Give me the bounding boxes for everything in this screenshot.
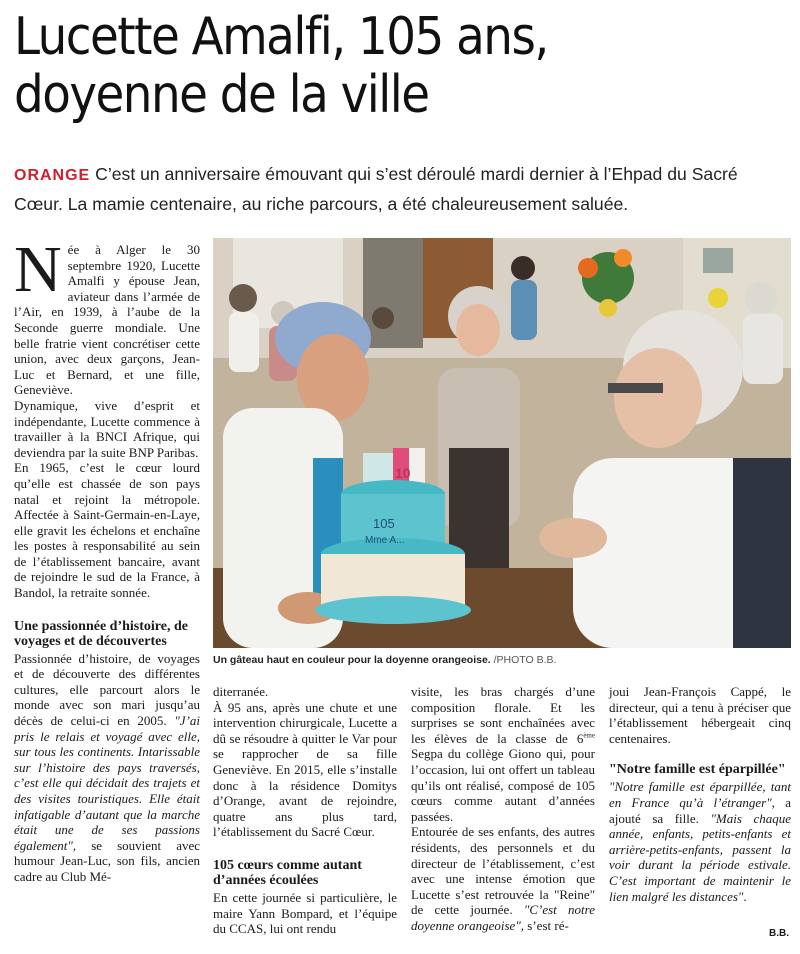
article-column-1 — [14, 233, 201, 885]
cake-name-text: Mme A... — [365, 535, 405, 546]
cake-candle-text: 10 — [395, 465, 411, 481]
paragraph-text: Segpa du collège Giono qui, pour l’occasion, lui ont offert un tableau qu’ils ont réalisé, composé de 105 cœurs comme autant d’années passées. — [411, 746, 595, 824]
article-photo — [213, 238, 791, 648]
paragraph: En cette journée si particulière, le maire Yann Bompard, et l’équipe du CCAS, lui ont rendu — [213, 889, 397, 937]
article-column-4 — [609, 684, 791, 904]
paragraph-text: s’est ré- — [527, 917, 569, 933]
lead-text: C’est un anniversaire émouvant qui s’est déroulé mardi dernier à l’Ehpad du Sacré Cœur. La mamie centenaire, au riche parcours, a été chaleureusement saluée. — [14, 164, 738, 214]
quote-text: "J’ai pris le relais et voyagé avec elle, sur tous les continents. Intarissable sur l’histoire des pays traversés, c’est elle qui décidait des trajets et des visites touristiques. Elle était infatigable d’autant que la marche était une de ses passions également", — [14, 713, 201, 853]
paragraph-text: a ajouté sa fille. — [609, 794, 792, 826]
headline-line-2: doyenne de la ville — [14, 65, 429, 125]
birthday-cake-photo — [213, 238, 791, 648]
caption-text: Un gâteau haut en couleur pour la doyenne orangeoise. — [213, 654, 491, 666]
paragraph: joui Jean-François Cappé, le directeur, qui a tenu à préciser que l’établissement hébergeait cinq centenaires. — [609, 684, 791, 746]
headline-line-1: Lucette Amalfi, 105 ans, — [14, 7, 548, 67]
author-signature: B.B. — [769, 928, 789, 939]
subhead-passion: Une passionnée d’histoire, de voyages et de découvertes — [14, 618, 188, 649]
superscript: ème — [583, 731, 595, 740]
paragraph — [411, 824, 595, 933]
article-column-3 — [411, 684, 595, 934]
quote-text: "C’est notre doyenne orangeoise", — [411, 902, 596, 933]
paragraph — [609, 779, 791, 904]
cake-number-text: 105 — [373, 516, 395, 531]
paragraph: Dynamique, vive d’esprit et indépendante, Lucette commence à travailler à la BNCI Afrique, qui deviendra par la suite BNP Paribas. — [14, 397, 200, 460]
paragraph-text: visite, les bras chargés d’une composition florale. Et les surprises se sont enchaînées avec les élèves de la classe de 6 — [411, 684, 595, 746]
paragraph — [411, 684, 595, 824]
photo-credit: /PHOTO B.B. — [493, 654, 557, 666]
article-column-2 — [213, 684, 397, 937]
paragraph-text: . — [743, 888, 747, 904]
kicker-city: ORANGE — [14, 167, 91, 184]
drop-cap: N — [14, 233, 62, 306]
paragraph: diterranée. — [213, 684, 269, 699]
quote-text: "Mais chaque année, enfants, petits-enfants et arrière-petits-enfants, passent la voir durant la période estivale. C’est important de maintenir le lien malgré les distances" — [609, 810, 792, 904]
headline — [14, 8, 794, 124]
paragraph — [14, 651, 200, 885]
lead-paragraph — [14, 160, 790, 219]
paragraph: À 95 ans, après une chute et une intervention chirurgicale, Lucette a dû se résoudre à quitter le Var pour se rapprocher de sa fille Geneviève. En 2015, elle s’installe donc à la résidence Domitys d’Orange, avant de rejoindre, quatre ans plus tard, l’établissement du Sacré Cœur. — [213, 699, 397, 840]
paragraph-text: ée à Alger le 30 septembre 1920, Lucette Amalfi y épouse Jean, aviateur dans l’armée de l’Air, en 1939, à l’aube de la Seconde guerre mondiale. Une belle fratrie vient concrétiser cette union, avec deux garçons, Jean-Luc et Bernard, et une fille, Geneviève. — [14, 242, 200, 398]
paragraph-text: Entourée de ses enfants, des autres résidents, des personnels et du directeur de l’établissement, c’est avec une intense émotion que Lucette s’est retrouvée la "Reine" de cette journée. — [411, 824, 595, 918]
photo-caption — [213, 654, 791, 666]
paragraph-text: Passionnée d’histoire, de voyages et de découverte des différentes cultures, elle parcourt alors le monde avec son mari jusqu’au décès de celui-ci en 2005. — [14, 650, 200, 729]
paragraph — [14, 233, 200, 398]
quote-text: "Notre famille est éparpillée, tant en France qu’à l’étranger", — [609, 779, 791, 810]
paragraph-text: se souvient avec humour Jean-Luc, son fils, ancien cadre au Club Mé- — [14, 837, 200, 884]
subhead-family: "Notre famille est éparpillée" — [609, 762, 786, 778]
paragraph: En 1965, c’est le cœur lourd qu’elle est chassée de son pays natal et rejoint la métropole. Affectée à Saint-Germain-en-Laye, elle gravit les échelons et enchaîne les postes à responsabilité au sein de l’établissement bancaire, avant de rejoindre le sud de la France, à Bandol, la retraite sonnée. — [14, 460, 200, 601]
subhead-hearts: 105 cœurs comme autant d’années écoulées — [213, 857, 362, 888]
